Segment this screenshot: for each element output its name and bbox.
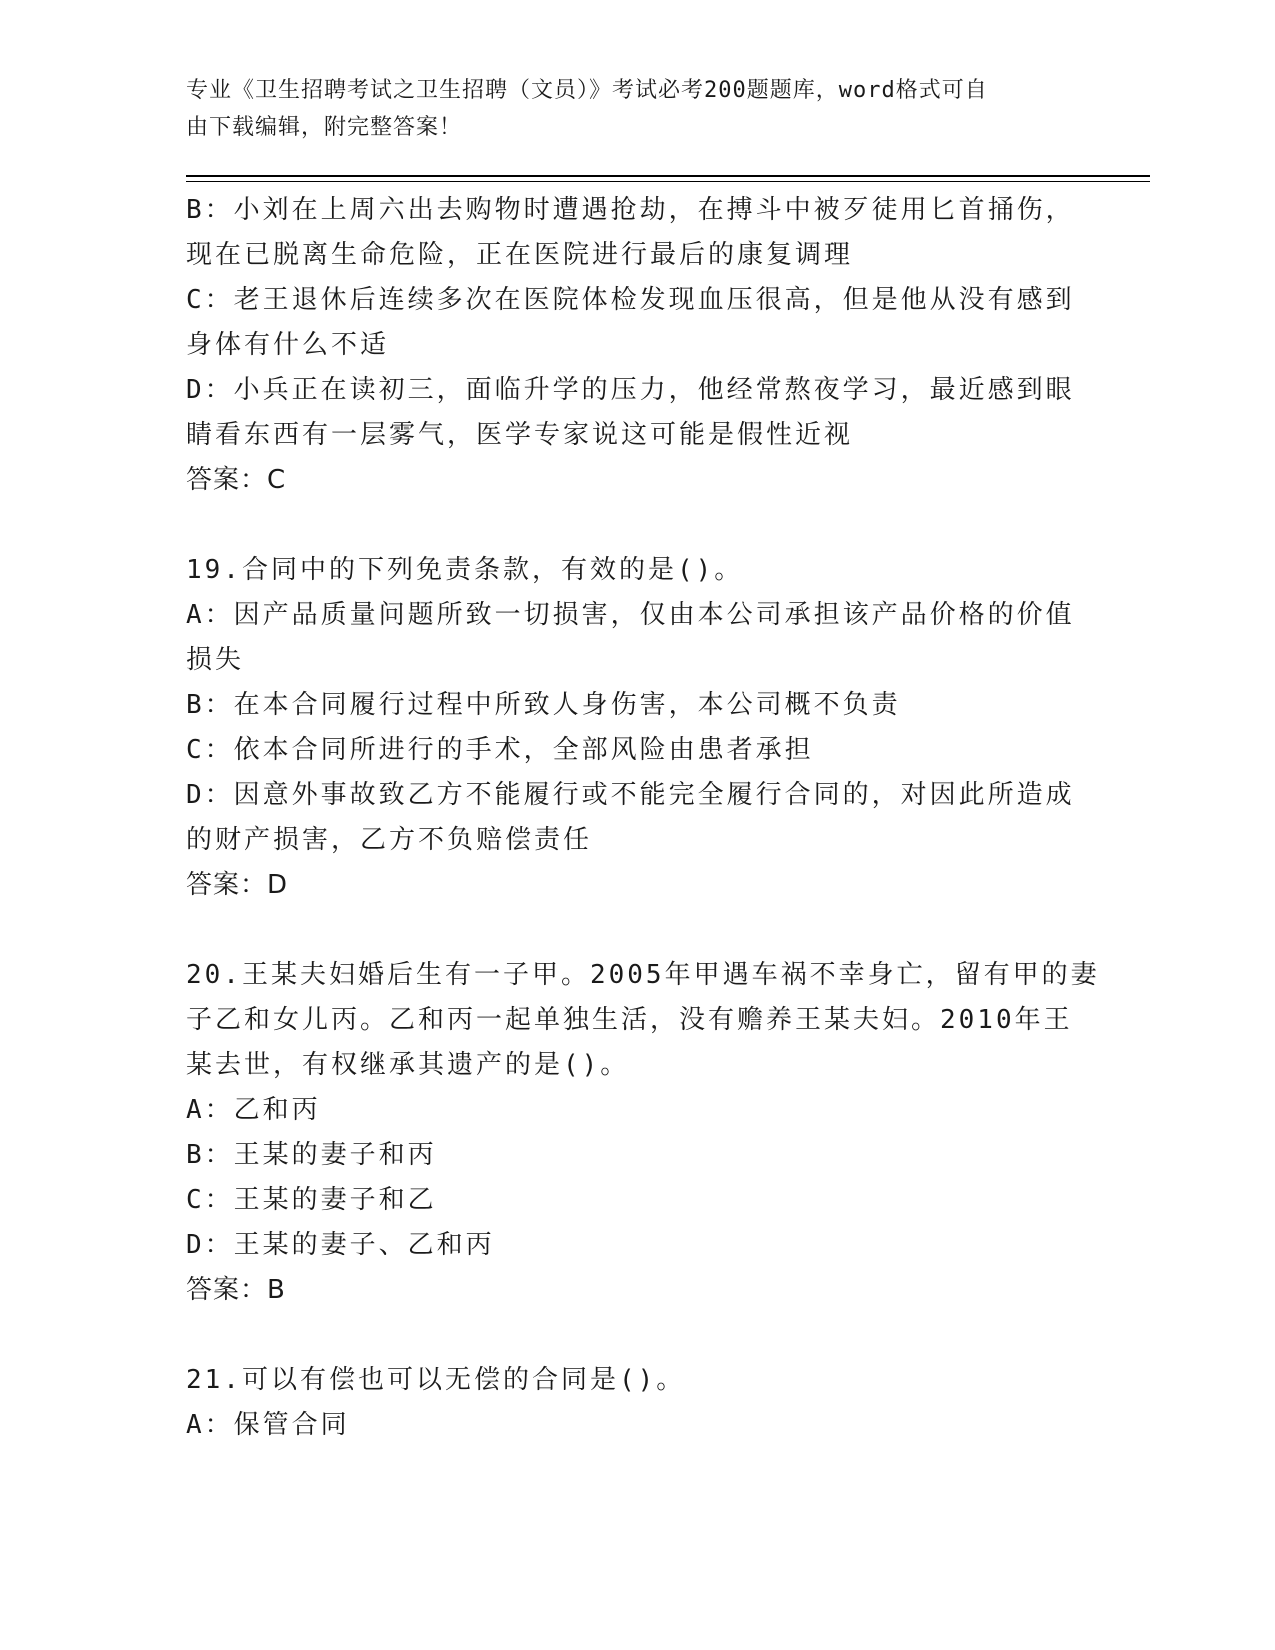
q19-option-c: C：依本合同所进行的手术，全部风险由患者承担 (186, 735, 814, 765)
q19-option-b: B：在本合同履行过程中所致人身伤害，本公司概不负责 (186, 690, 901, 720)
question-21-block (186, 1358, 1086, 1448)
document-header (186, 72, 1066, 146)
q20-stem-line-1: 20.王某夫妇婚后生有一子甲。2005年甲遇车祸不幸身亡，留有甲的妻 (186, 960, 1100, 990)
q20-stem-line-2: 子乙和女儿丙。乙和丙一起单独生活，没有赡养王某夫妇。2010年王 (186, 1005, 1073, 1035)
q20-option-c: C：王某的妻子和乙 (186, 1185, 437, 1215)
spacer (186, 503, 1086, 548)
spacer (186, 908, 1086, 953)
q20-stem-line-3: 某去世，有权继承其遗产的是()。 (186, 1050, 630, 1080)
q19-option-d-line-2: 的财产损害，乙方不负赔偿责任 (186, 825, 593, 855)
header-divider-thin (186, 181, 1150, 182)
header-title-line-2: 由下载编辑，附完整答案！ (186, 115, 463, 140)
q21-stem: 21.可以有偿也可以无偿的合同是()。 (186, 1365, 686, 1395)
q18-option-d-line-1: D：小兵正在读初三，面临升学的压力，他经常熬夜学习，最近感到眼 (186, 375, 1075, 405)
spacer (186, 1313, 1086, 1358)
q21-option-a: A：保管合同 (186, 1410, 350, 1440)
question-18-block (186, 188, 1086, 503)
q19-stem: 19.合同中的下列免责条款，有效的是()。 (186, 555, 744, 585)
q18-option-c-line-2: 身体有什么不适 (186, 330, 390, 360)
q20-option-a: A：乙和丙 (186, 1095, 321, 1125)
q20-option-b: B：王某的妻子和丙 (186, 1140, 437, 1170)
header-divider-thick (186, 175, 1150, 177)
q18-option-d-line-2: 睛看东西有一层雾气，医学专家说这可能是假性近视 (186, 420, 854, 450)
q20-answer: 答案：B (186, 1275, 286, 1305)
q20-option-d: D：王某的妻子、乙和丙 (186, 1230, 495, 1260)
q19-option-a-line-2: 损失 (186, 645, 245, 675)
question-19-block (186, 548, 1086, 908)
q18-option-b-line-1: B：小刘在上周六出去购物时遭遇抢劫，在搏斗中被歹徒用匕首捅伤， (186, 195, 1075, 225)
q19-option-a-line-1: A：因产品质量问题所致一切损害，仅由本公司承担该产品价格的价值 (186, 600, 1075, 630)
q19-answer: 答案：D (186, 870, 289, 900)
q19-option-d-line-1: D：因意外事故致乙方不能履行或不能完全履行合同的，对因此所造成 (186, 780, 1075, 810)
q18-answer: 答案：C (186, 465, 287, 495)
q18-option-c-line-1: C：老王退休后连续多次在医院体检发现血压很高，但是他从没有感到 (186, 285, 1075, 315)
question-content (186, 188, 1100, 1448)
question-20-block (186, 953, 1100, 1313)
header-title-line-1: 专业《卫生招聘考试之卫生招聘（文员）》考试必考200题题库，word格式可自 (186, 78, 988, 103)
q18-option-b-line-2: 现在已脱离生命危险，正在医院进行最后的康复调理 (186, 240, 854, 270)
